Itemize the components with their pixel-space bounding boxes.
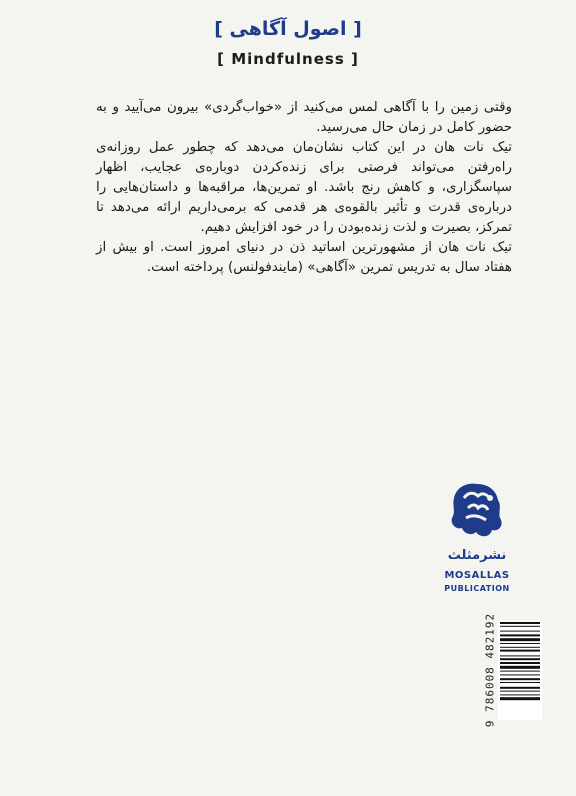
publisher-name-english: MOSALLAS [444,570,510,581]
barcode-bar [500,643,540,644]
barcode-bar [500,650,540,652]
barcode-bar [500,666,540,669]
barcode-bar [500,682,540,683]
barcode-bar [500,622,540,624]
publisher-name-english-sub: PUBLICATION [444,584,510,593]
barcode-bar [500,691,540,692]
barcode [498,620,542,720]
barcode-bar [500,631,540,632]
barcode-bar [500,694,540,695]
barcode-bar [500,655,540,656]
barcode-bar [500,678,540,680]
book-title-persian: [ اصول آگاهی ] [214,18,362,40]
barcode-bar [500,638,540,641]
barcode-bar [500,658,540,660]
barcode-bar [500,687,540,689]
barcode-bar [500,626,540,627]
barcode-bar [500,662,540,664]
barcode-bar [500,697,540,700]
paragraph-author: تیک نات هان از مشهورترین اساتید ذن در دنیای امروز است. او بیش از هفتاد سال به تدریس تمرین «آگاهی» (مایندفولنس) پرداخته است. [96,240,512,275]
isbn-number: 9 786008 482192 [483,612,497,728]
barcode-bar [500,634,540,636]
publisher-logo [434,478,520,608]
book-title-english: [ Mindfulness ] [217,50,359,68]
barcode-bar [500,674,540,675]
paragraph-description: تیک نات هان در این کتاب نشان‌مان می‌دهد که چطور عمل روزانه‌ی راه‌رفتن می‌تواند فرصتی برای زنده‌کردن دوباره‌ی عجایب، اظهار سپاسگزاری، و کاهش رنج باشد. او تمرین‌ها، مراقبه‌ها و داستان‌هایی را درباره‌ی قدرت و تأثیر بالقوه‌ی هر قدمی که برمی‌داریم ارائه می‌دهد تا تمرکز، بصیرت و لذت زنده‌بودن را در خود افزایش دهیم. [96,140,512,235]
back-cover-text [96,98,512,278]
lion-icon [446,478,508,544]
paragraph-intro: وقتی زمین را با آگاهی لمس می‌کنید از «خواب‌گردی» بیرون می‌آیید و به حضور کامل در زمان حال می‌رسید. [96,100,512,135]
publisher-name-persian: نشرمثلث [447,548,507,563]
barcode-bar [500,671,540,672]
barcode-bar [500,647,540,648]
